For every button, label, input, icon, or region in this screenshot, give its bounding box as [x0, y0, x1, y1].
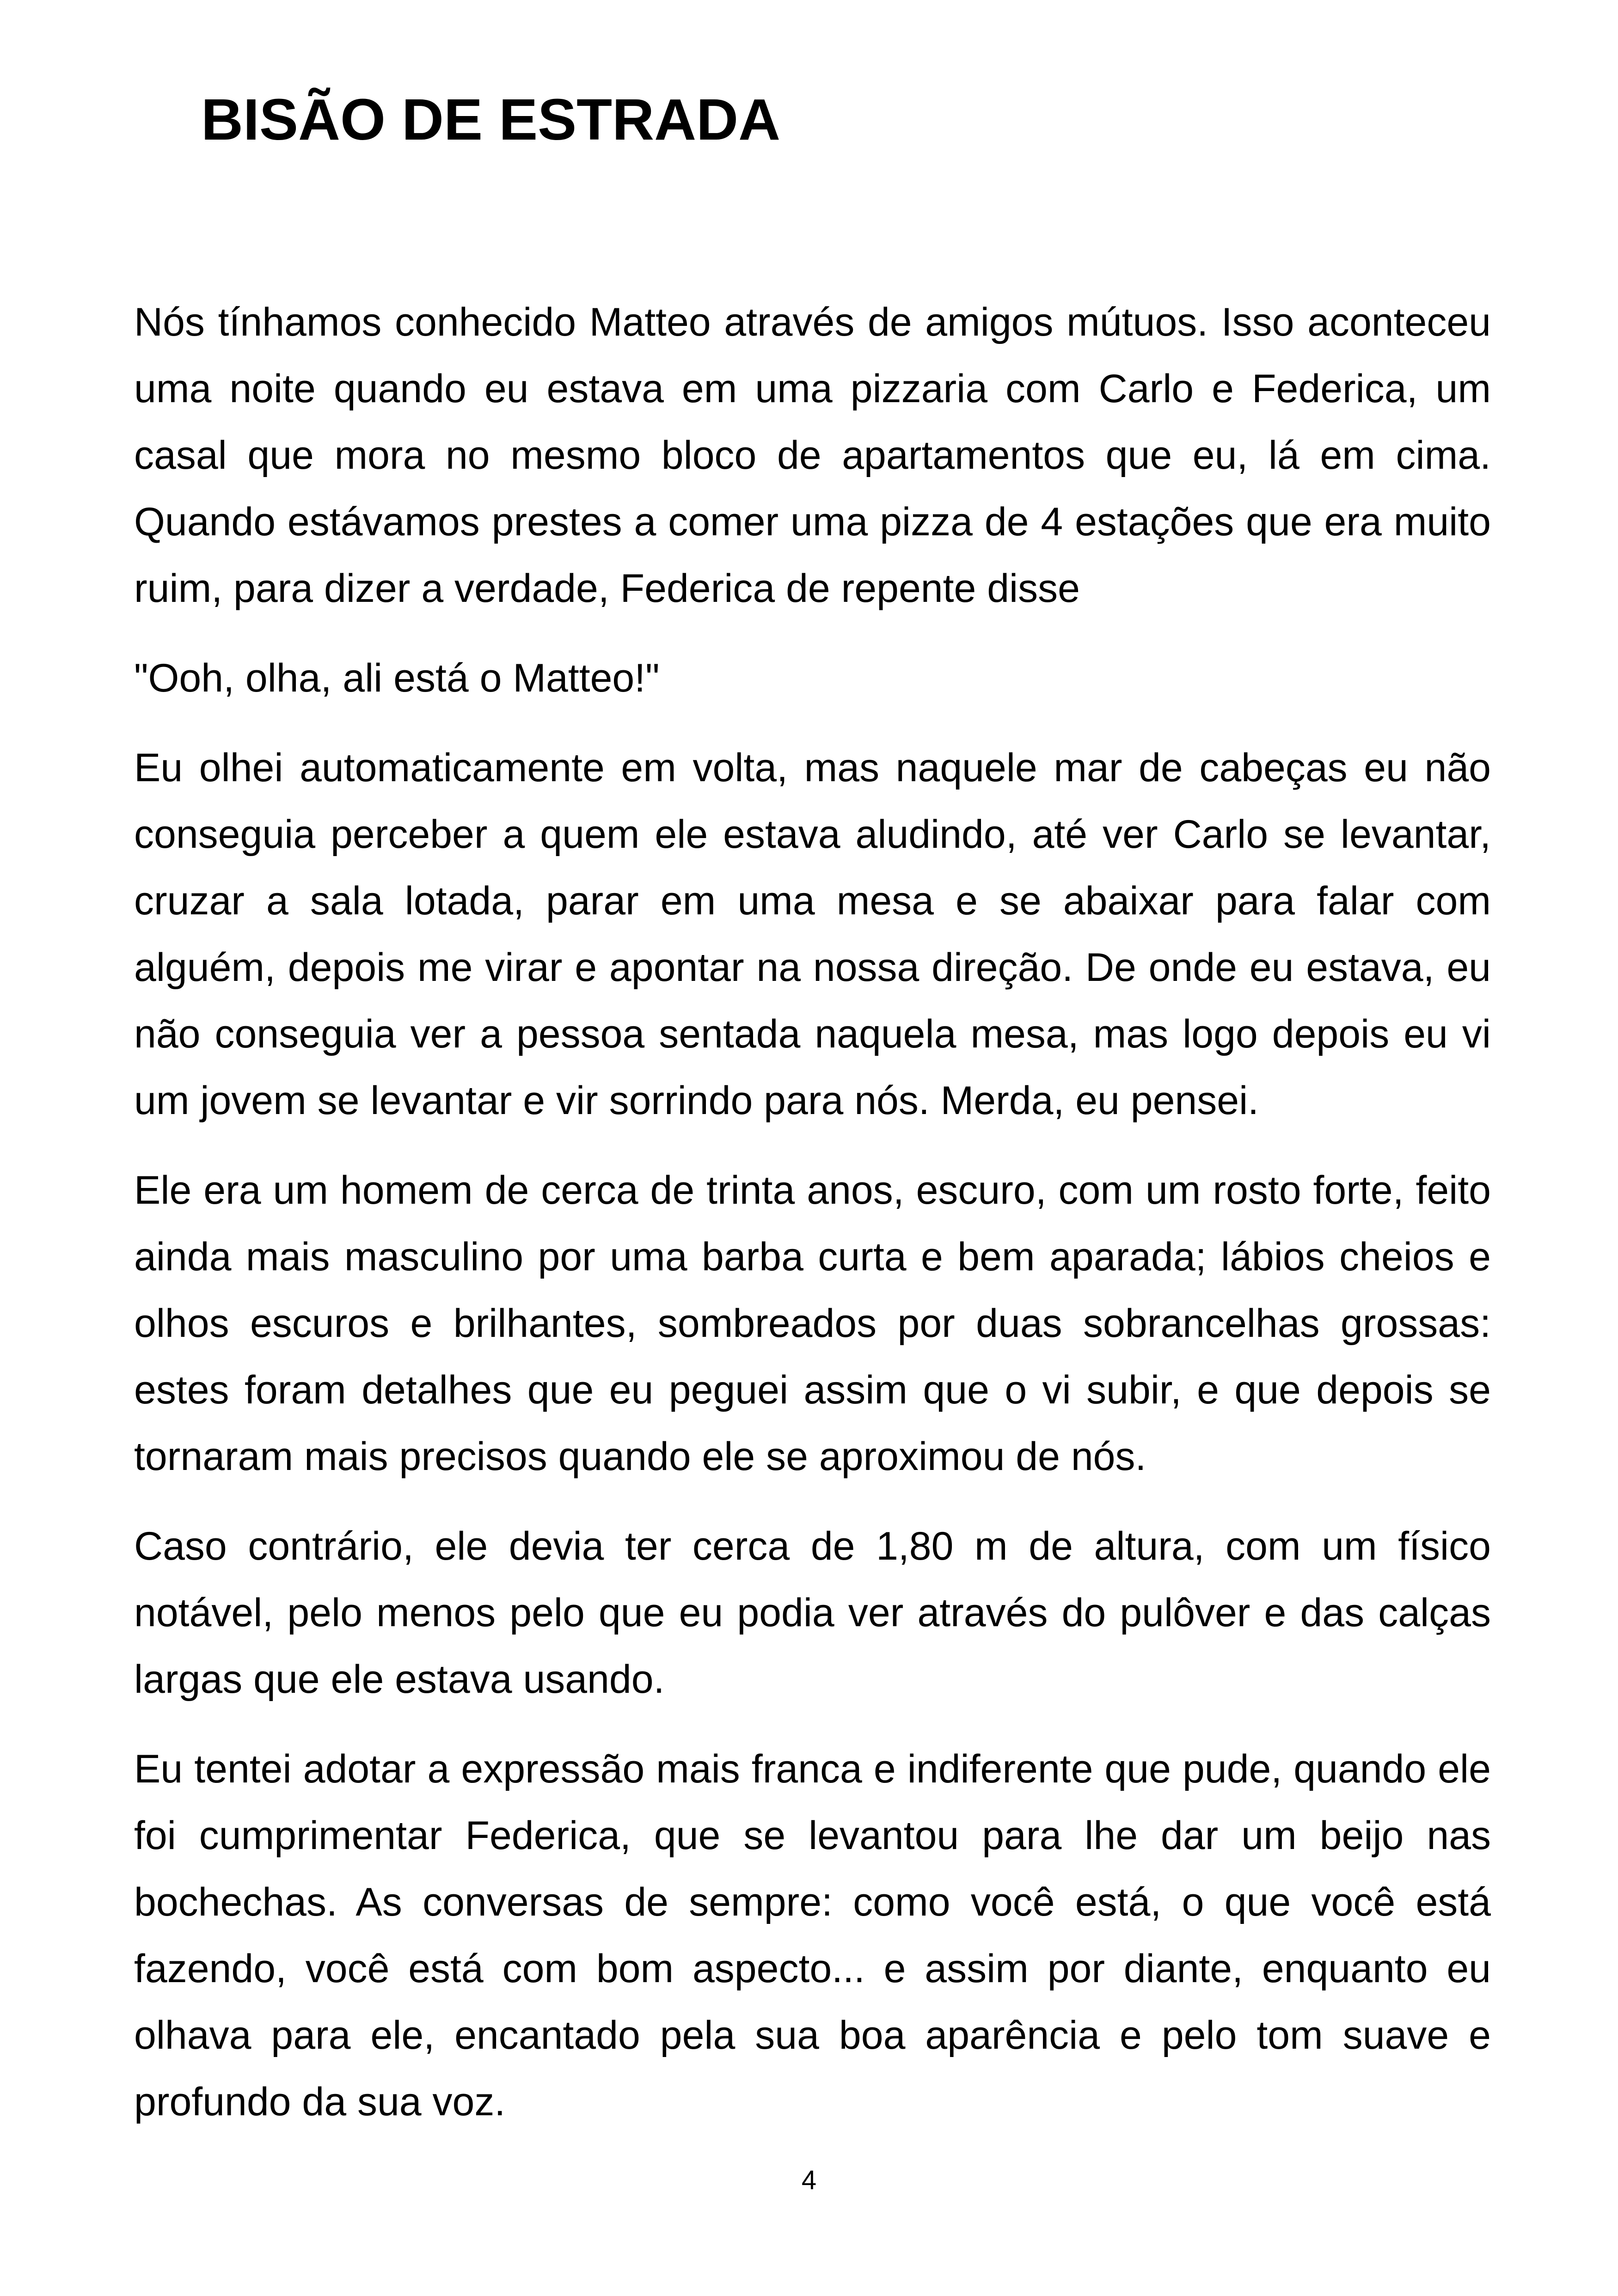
body-text [134, 289, 1491, 2158]
paragraph: Caso contrário, ele devia ter cerca de 1,80 m de altura, com um físico notável, pelo menos pelo que eu podia ver através do pulôver e das calças largas que ele estava usando. [134, 1524, 1491, 1702]
page-number: 4 [801, 2165, 817, 2195]
chapter-title: BISÃO DE ESTRADA [201, 87, 781, 152]
paragraph: "Ooh, olha, ali está o Matteo!" [134, 656, 660, 700]
paragraph: Eu olhei automaticamente em volta, mas naquele mar de cabeças eu não conseguia perceber a quem ele estava aludindo, até ver Carlo se levantar, cruzar a sala lotada, parar em uma mesa e se abaixar para falar com alguém, depois me virar e apontar na nossa direção. De onde eu estava, eu não conseguia ver a pessoa sentada naquela mesa, mas logo depois eu vi um jovem se levantar e vir sorrindo para nós. Merda, eu pensei. [134, 746, 1491, 1123]
paragraph: Ele era um homem de cerca de trinta anos, escuro, com um rosto forte, feito ainda mais masculino por uma barba curta e bem aparada; lábios cheios e olhos escuros e brilhantes, sombreados por duas sobrancelhas grossas: estes foram detalhes que eu peguei assim que o vi subir, e que depois se tornaram mais precisos quando ele se aproximou de nós. [134, 1168, 1491, 1479]
paragraph: Eu tentei adotar a expressão mais franca e indiferente que pude, quando ele foi cumprimentar Federica, que se levantou para lhe dar um beijo nas bochechas. As conversas de sempre: como você está, o que você está fazendo, você está com bom aspecto... e assim por diante, enquanto eu olhava para ele, encantado pela sua boa aparência e pelo tom suave e profundo da sua voz. [134, 1747, 1491, 2124]
paragraph: Nós tínhamos conhecido Matteo através de amigos mútuos. Isso aconteceu uma noite quando eu estava em uma pizzaria com Carlo e Federica, um casal que mora no mesmo bloco de apartamentos que eu, lá em cima. Quando estávamos prestes a comer uma pizza de 4 estações que era muito ruim, para dizer a verdade, Federica de repente disse [134, 300, 1491, 611]
